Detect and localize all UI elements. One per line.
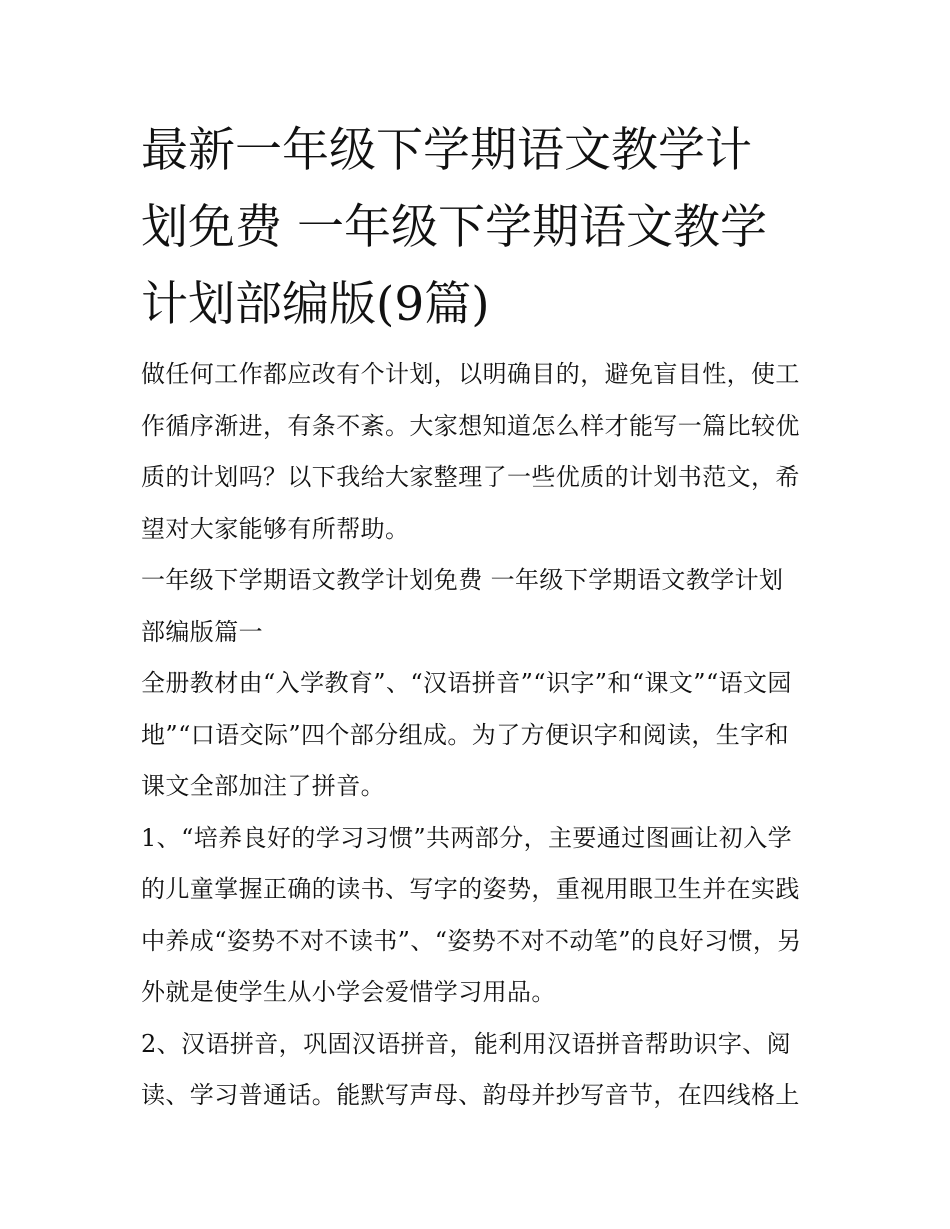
paragraph-textbook-overview: 全册教材由“入学教育”、“汉语拼音”“识字”和“课文”“语文园 地”“口语交际”四个部分组成。为了方便识字和阅读，生字和 课文全部加注了拼音。: [141, 669, 792, 800]
section-heading: 一年级下学期语文教学计划免费 一年级下学期语文教学计划 部编版篇一: [141, 566, 784, 646]
paragraph-intro: 做任何工作都应改有个计划，以明确目的，避免盲目性，使工 作循序渐进，有条不紊。大家想知道怎么样才能写一篇比较优 质的计划吗？以下我给大家整理了一些优质的计划书范文，希 望对大家能够有所帮助。: [141, 360, 800, 543]
paragraph-item-1: 1、“培养良好的学习习惯”共两部分，主要通过图画让初入学 的儿童掌握正确的读书、写字的姿势，重视用眼卫生并在实践 中养成“姿势不对不读书”、“姿势不对不动笔”的良好习惯，另 外就是使学生从小学会爱惜学习用品。: [141, 823, 802, 1006]
document-body: [141, 112, 816, 1122]
paragraph-item-2: 2、汉语拼音，巩固汉语拼音，能利用汉语拼音帮助识字、阅 读、学习普通话。能默写声母、韵母并抄写音节，在四线格上: [141, 1029, 800, 1109]
document-title: 最新一年级下学期语文教学计 划免费 一年级下学期语文教学 计划部编版(9篇): [141, 123, 767, 332]
